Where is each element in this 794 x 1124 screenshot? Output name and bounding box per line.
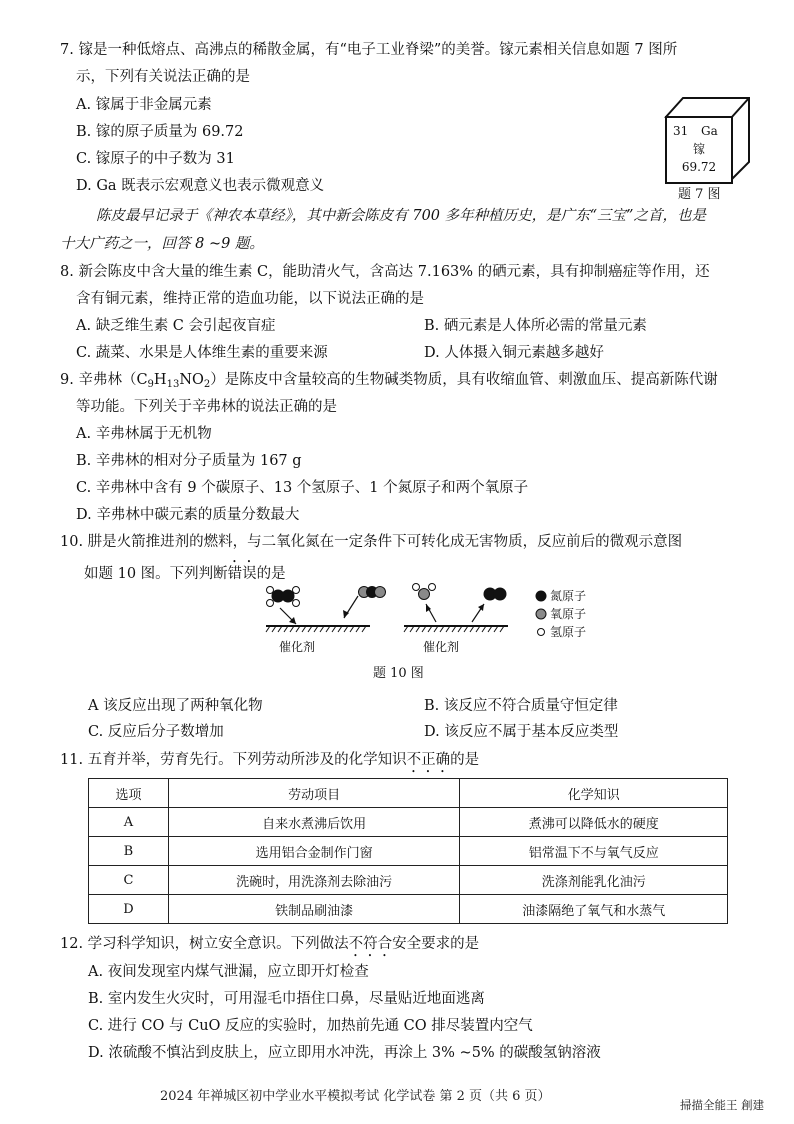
- table-header-cell: 选项: [89, 779, 169, 808]
- q10-figure-caption: 题 10 图: [373, 666, 424, 681]
- q8-stem-line1: 8. 新会陈皮中含大量的维生素 C，能助清火气，含高达 7.163% 的硒元素，具有抑制癌症等作用，还: [60, 264, 710, 280]
- q11-stem: 11. 五育并举，劳育先行。下列劳动所涉及的化学知识不正确的是: [60, 752, 480, 768]
- hydrazine-molecule: [267, 587, 300, 607]
- page-footer: 2024 年禅城区初中学业水平模拟考试 化学试卷 第 2 页（共 6 页）: [160, 1089, 551, 1104]
- q12-option-b: B. 室内发生火灾时，可用湿毛巾捂住口鼻，尽量贴近地面逃离: [88, 991, 485, 1007]
- q8-stem-line2: 含有铜元素，维持正常的造血功能，以下说法正确的是: [76, 291, 424, 307]
- q9-option-d: D. 辛弗林中碳元素的质量分数最大: [76, 507, 300, 523]
- table-cell: C: [89, 866, 169, 895]
- q11-table: [88, 778, 728, 924]
- table-header-row: [89, 779, 728, 808]
- intro-line1: 陈皮最早记录于《神农本草经》，其中新会陈皮有 700 多年种植历史，是广东“三宝”之首，也是: [96, 208, 706, 224]
- q7-option-c: C. 镓原子的中子数为 31: [76, 151, 235, 167]
- scanner-watermark: 掃描全能王 創建: [680, 1098, 765, 1112]
- element-symbol: Ga: [701, 124, 718, 138]
- element-card: [665, 116, 733, 184]
- q10-option-b: B. 该反应不符合质量守恒定律: [424, 698, 618, 714]
- catalyst-surface-right: [404, 626, 508, 632]
- q7-stem-line2: 示，下列有关说法正确的是: [76, 69, 250, 85]
- q7-option-d: D. Ga 既表示宏观意义也表示微观意义: [76, 178, 325, 194]
- table-row: [89, 866, 728, 895]
- legend-oxygen: 氧原子: [550, 607, 587, 621]
- q7-option-b: B. 镓的原子质量为 69.72: [76, 124, 244, 140]
- legend-hydrogen: 氢原子: [550, 625, 587, 639]
- q12-option-c: C. 进行 CO 与 CuO 反应的实验时，加热前先通 CO 排尽装置内空气: [88, 1018, 533, 1034]
- table-cell: 洗碗时，用洗涤剂去除油污: [168, 866, 460, 895]
- element-mass: 69.72: [681, 160, 717, 174]
- q8-option-d: D. 人体摄入铜元素越多越好: [424, 345, 604, 361]
- q12-option-a: A. 夜间发现室内煤气泄漏，应立即开灯检查: [88, 964, 369, 980]
- q9-option-b: B. 辛弗林的相对分子质量为 167 g: [76, 453, 302, 469]
- legend-oxygen-marker: [536, 609, 546, 619]
- table-cell: 油漆隔绝了氧气和水蒸气: [460, 895, 728, 924]
- catalyst-label-left: 催化剂: [279, 640, 316, 654]
- q10-option-d: D. 该反应不属于基本反应类型: [424, 724, 619, 740]
- table-cell: D: [89, 895, 169, 924]
- q9-stem-line1: 9. 辛弗林$(C_9H_{13}NO_2)$是陈皮中含量较高的生物碱类物质，具有收缩血管、刺激血压、提高新陈代谢: [60, 372, 718, 390]
- catalyst-label-right: 催化剂: [423, 640, 460, 654]
- q8-option-b: B. 硒元素是人体所必需的常量元素: [424, 318, 647, 334]
- table-cell: 煮沸可以降低水的硬度: [460, 808, 728, 837]
- element-card-cube-edges: [665, 98, 749, 118]
- q8-option-c: C. 蔬菜、水果是人体维生素的重要来源: [76, 345, 328, 361]
- q12-stem: 12. 学习科学知识，树立安全意识。下列做法不符合安全要求的是: [60, 936, 480, 952]
- table-cell: B: [89, 837, 169, 866]
- table-cell: 铁制品刷油漆: [168, 895, 460, 924]
- table-header-cell: 劳动项目: [168, 779, 460, 808]
- q9-stem-line2: 等功能。下列关于辛弗林的说法正确的是: [76, 399, 337, 415]
- intro-line2: 十大广药之一，回答 8 ~9 题。: [60, 236, 264, 252]
- q12-option-d: D. 浓硫酸不慎沾到皮肤上，应立即用水冲洗，再涂上 3% ~5% 的碳酸氢钠溶液: [88, 1045, 601, 1061]
- q9-option-a: A. 辛弗林属于无机物: [76, 426, 212, 442]
- q9-option-c: C. 辛弗林中含有 9 个碳原子、13 个氢原子、1 个氮原子和两个氧原子: [76, 480, 529, 496]
- table-header-cell: 化学知识: [460, 779, 728, 808]
- q10-option-a: A 该反应出现了两种氧化物: [88, 698, 263, 714]
- table-row: [89, 837, 728, 866]
- q10-stem-line2: 如题 10 图。下列判断错误的是: [84, 566, 286, 582]
- table-cell: A: [89, 808, 169, 837]
- table-cell: 选用铝合金制作门窗: [168, 837, 460, 866]
- legend-hydrogen-marker: [538, 629, 545, 636]
- legend-nitrogen: 氮原子: [550, 589, 587, 603]
- q7-option-a: A. 镓属于非金属元素: [76, 97, 212, 113]
- catalyst-surface-left: [266, 626, 370, 632]
- water-molecule: [413, 584, 436, 600]
- element-number: 31: [673, 124, 689, 138]
- q8-option-a: A. 缺乏维生素 C 会引起夜盲症: [76, 318, 276, 334]
- table-cell: 洗涤剂能乳化油污: [460, 866, 728, 895]
- q10-stem-line1: 10. 肼是火箭推进剂的燃料，与二氧化氮在一定条件下可转化成无害物质，反应前后的微观示意图: [60, 534, 683, 550]
- nitrogen-molecule: [484, 588, 507, 601]
- table-cell: 铝常温下不与氧气反应: [460, 837, 728, 866]
- nitrogen-dioxide-molecule: [359, 586, 386, 598]
- table-cell: 自来水煮沸后饮用: [168, 808, 460, 837]
- q10-option-c: C. 反应后分子数增加: [88, 724, 224, 740]
- table-row: [89, 895, 728, 924]
- legend-nitrogen-marker: [536, 591, 547, 602]
- q7-figure-caption: 题 7 图: [678, 187, 721, 202]
- q7-stem-line1: 7. 镓是一种低熔点、高沸点的稀散金属，有“电子工业脊梁”的美誉。镓元素相关信息如题 7 图所: [60, 42, 678, 58]
- element-name: 镓: [692, 142, 705, 156]
- table-row: [89, 808, 728, 837]
